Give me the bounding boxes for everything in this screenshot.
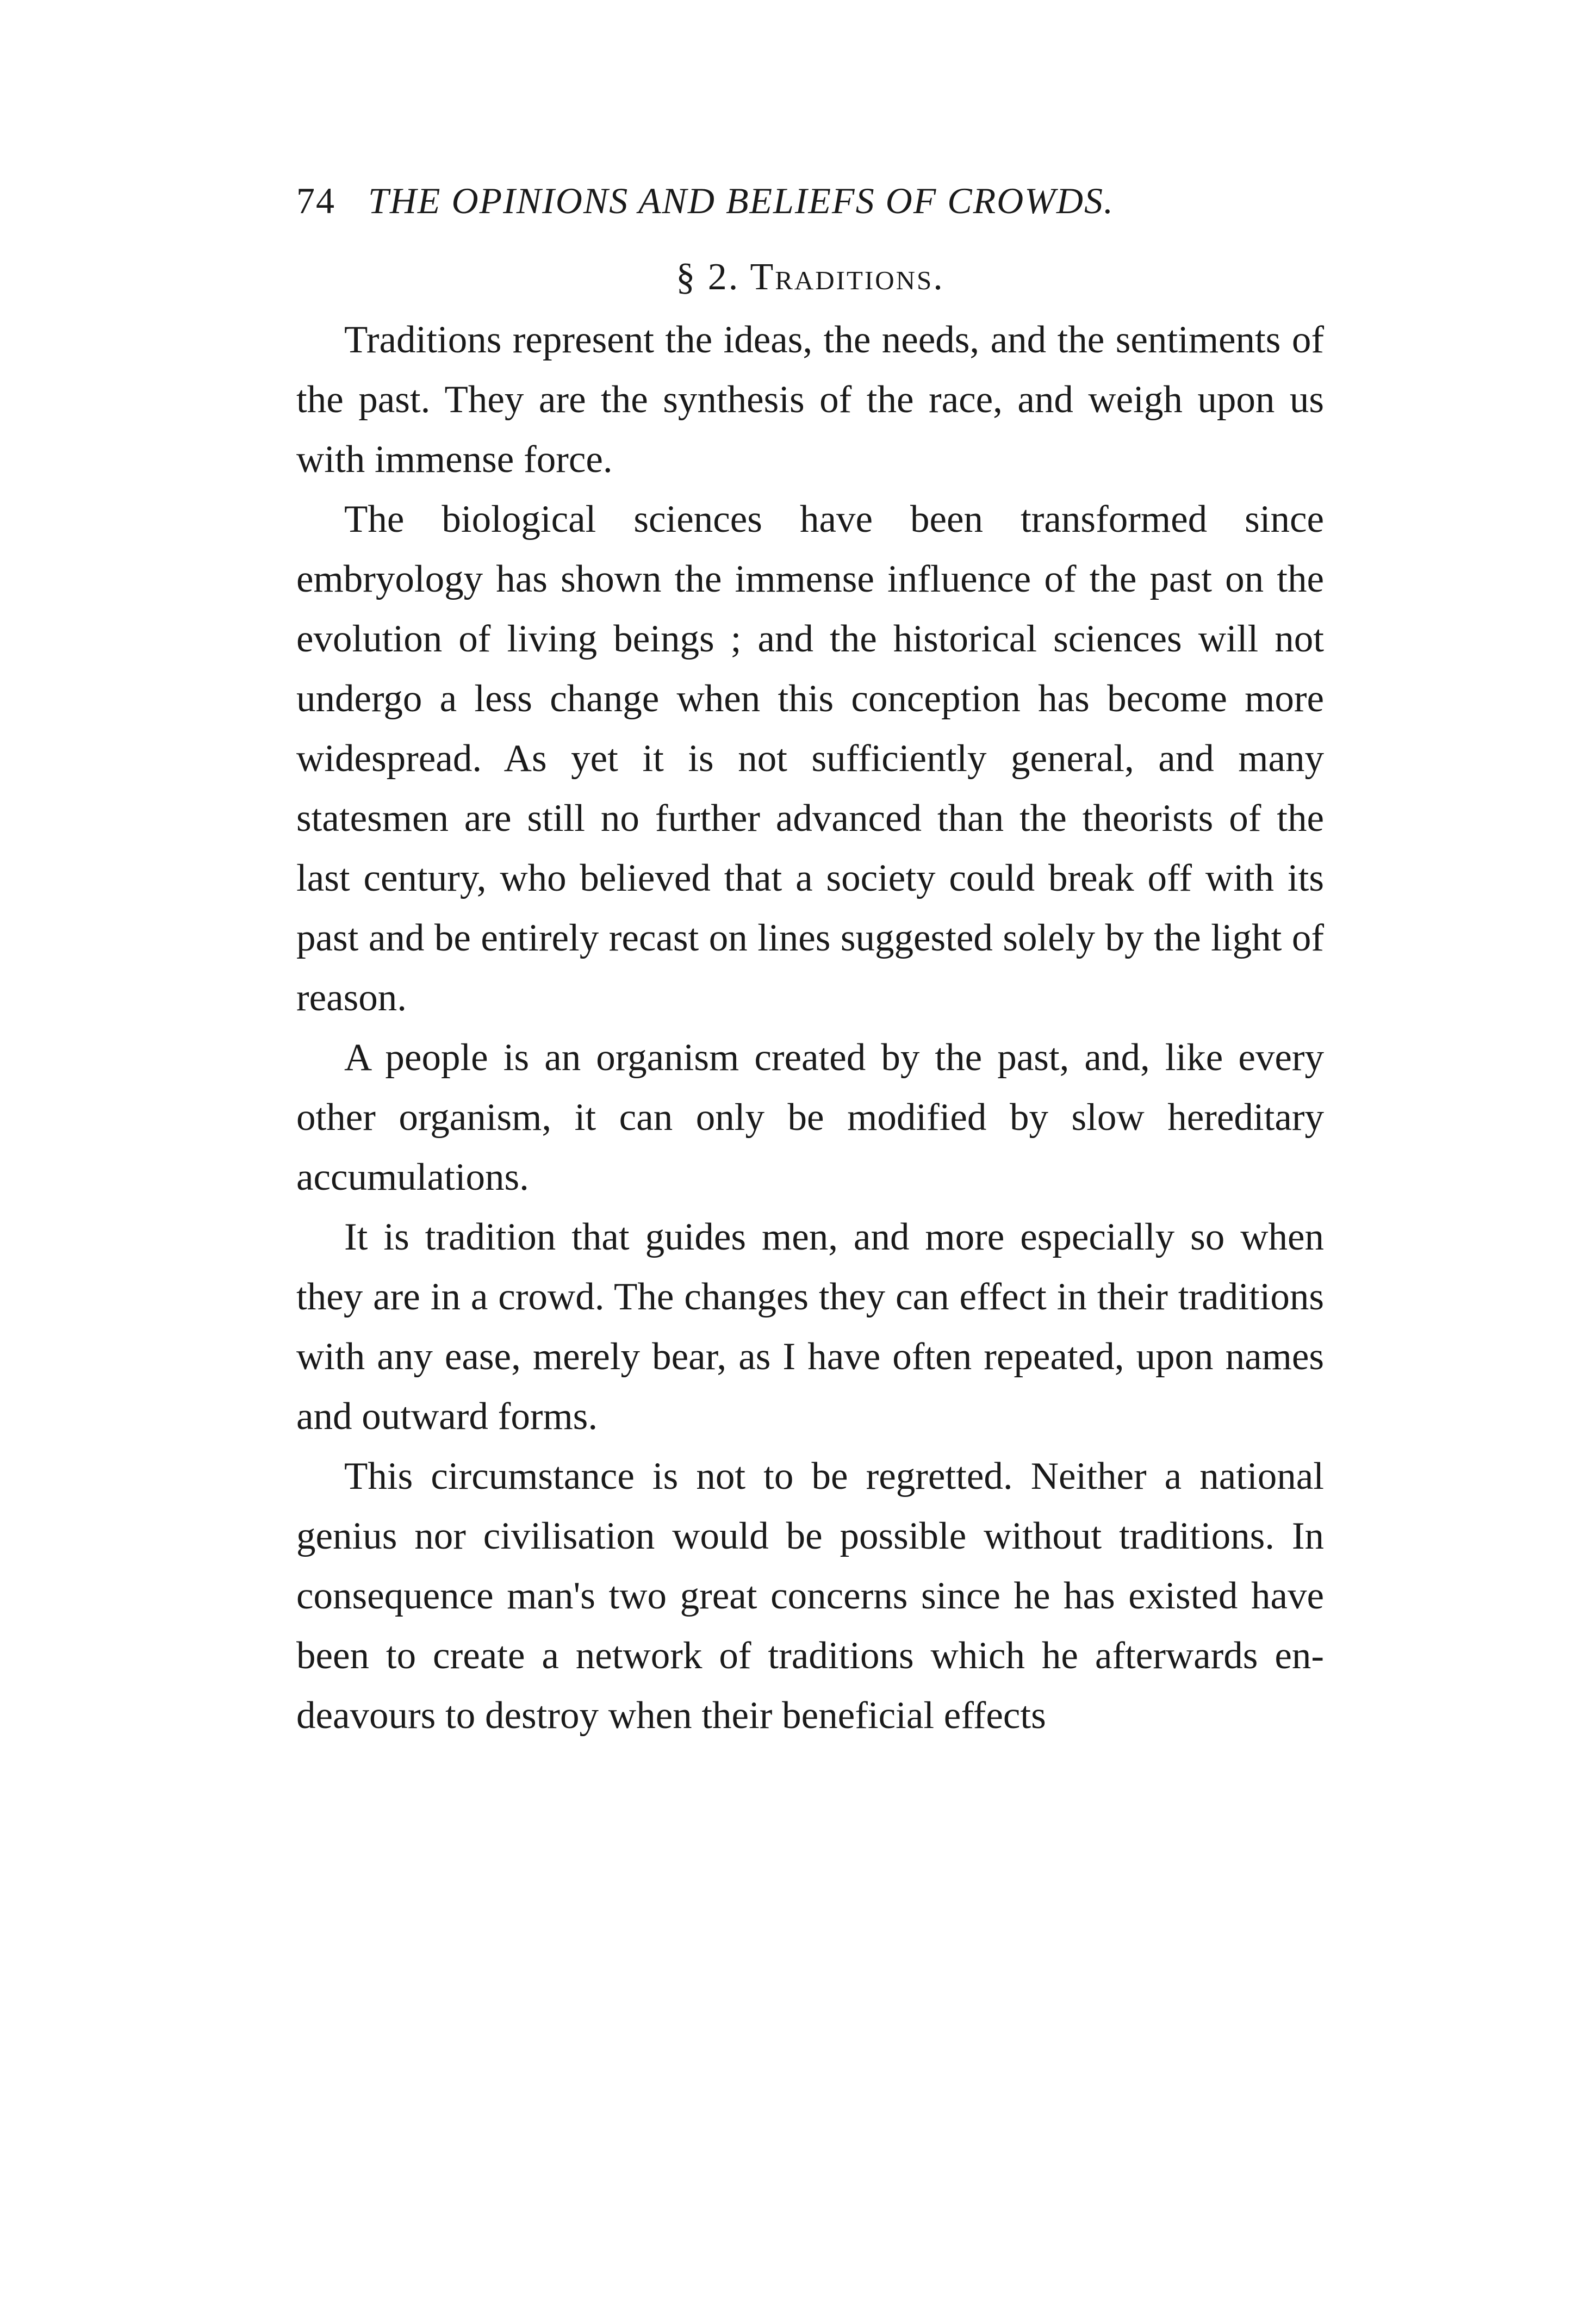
- body-text: [296, 310, 1324, 1745]
- book-page: [296, 179, 1324, 1745]
- section-heading: § 2. Traditions.: [676, 256, 944, 298]
- page-number: 74: [296, 180, 335, 221]
- running-title: THE OPINIONS AND BELIEFS OF CROWDS.: [368, 180, 1114, 221]
- paragraph: This circumstance is not to be regretted. Neither a national genius nor civilisation would be possible without traditions. In consequence man's two great concerns since he has existed have been to create a network of traditions which he afterwards endeavours to destroy when their beneficial effects: [296, 1455, 1324, 1737]
- running-head: [296, 179, 1324, 245]
- paragraph: A people is an organism created by the past, and, like every other organism, it can only be modified by slow hereditary accumulations.: [296, 1036, 1324, 1198]
- paragraph: Traditions represent the ideas, the needs, and the sentiments of the past. They are the synthesis of the race, and weigh upon us with immense force.: [296, 319, 1324, 481]
- paragraph: It is tradition that guides men, and more especially so when they are in a crowd. The changes they can effect in their traditions with any ease, merely bear, as I have often repeated, upon names and outward forms.: [296, 1216, 1324, 1438]
- paragraph: The biological sciences have been transformed since embryology has shown the immense influence of the past on the evolution of living beings ; and the historical sciences will not undergo a less change when this conception has become more widespread. As yet it is not sufficiently general, and many statesmen are still no further advanced than the theorists of the last century, who believed that a society could break off with its past and be entirely recast on lines suggested solely by the light of reason.: [296, 498, 1324, 1019]
